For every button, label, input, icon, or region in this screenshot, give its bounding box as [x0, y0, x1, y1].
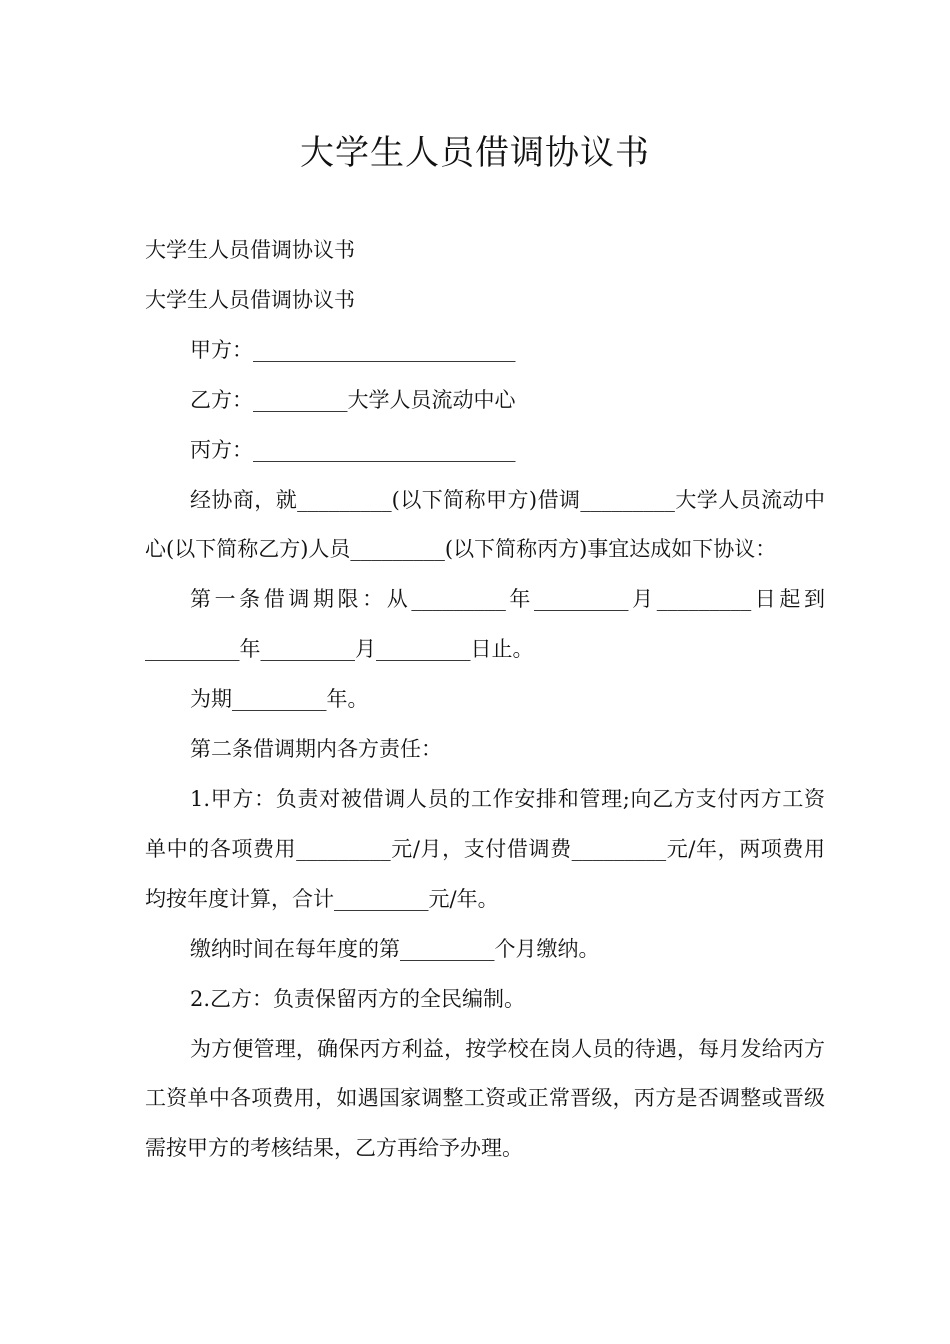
document-body [145, 226, 825, 1174]
paragraph: 经协商，就_________(以下简称甲方)借调_________大学人员流动中心(以下简称乙方)人员_________(以下简称丙方)事宜达成如下协议： [145, 487, 825, 562]
paragraph: 2.乙方：负责保留丙方的全民编制。 [190, 986, 526, 1011]
document-title: 大学生人员借调协议书 [300, 133, 650, 173]
paragraph: 大学生人员借调协议书 [145, 238, 355, 262]
party-b-line: 乙方：_________大学人员流动中心 [190, 387, 516, 412]
paragraph: 大学生人员借调协议书 [145, 287, 355, 312]
paragraph: 1.甲方：负责对被借调人员的工作安排和管理;向乙方支付丙方工资单中的各项费用_________元/月，支付借调费_________元/年，两项费用均按年度计算，合计_________元/年。 [145, 786, 825, 911]
paragraph: 第一条借调期限：从_________年_________月_________日起到_________年_________月_________日止。 [145, 587, 825, 662]
paragraph: 为期_________年。 [190, 687, 369, 712]
paragraph: 第二条借调期内各方责任： [190, 737, 442, 762]
party-a-line: 甲方：_________________________ [190, 337, 516, 362]
party-c-line: 丙方：_________________________ [190, 437, 516, 462]
paragraph: 为方便管理，确保丙方利益，按学校在岗人员的待遇，每月发给丙方工资单中各项费用，如遇国家调整工资或正常晋级，丙方是否调整或晋级需按甲方的考核结果，乙方再给予办理。 [145, 1036, 825, 1161]
paragraph: 缴纳时间在每年度的第_________个月缴纳。 [190, 936, 600, 961]
